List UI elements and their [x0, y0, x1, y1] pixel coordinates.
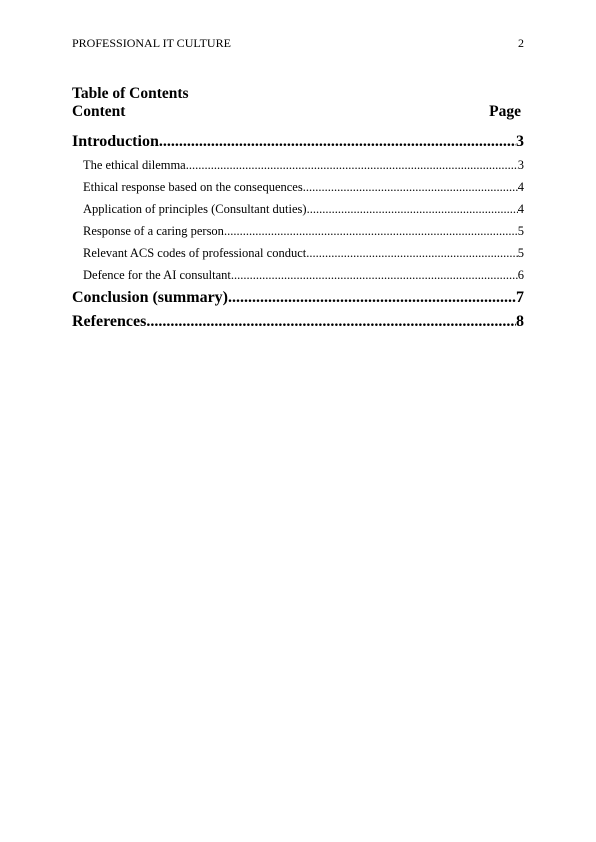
toc-entry-text: Application of principles (Consultant duties)	[83, 202, 307, 216]
dot-leader	[146, 310, 516, 334]
toc-entry-acs-codes[interactable]	[72, 242, 524, 264]
toc-entry-application-of-principles[interactable]	[72, 198, 524, 220]
toc-column-headers	[72, 103, 524, 121]
toc-entry-conclusion[interactable]	[72, 286, 524, 310]
toc-entry-page: 6	[517, 268, 524, 282]
toc-entry-introduction[interactable]	[72, 130, 524, 154]
toc-entry-references[interactable]	[72, 310, 524, 334]
page-number: 2	[518, 36, 524, 50]
toc-entry-page: 5	[517, 246, 524, 260]
toc-entry-page: 4	[517, 180, 524, 194]
toc-column-page: Page	[489, 103, 521, 120]
dot-leader	[303, 176, 518, 198]
toc-entry-page: 3	[516, 133, 524, 150]
toc-title: Table of Contents	[72, 85, 189, 102]
toc-entry-page: 4	[517, 202, 524, 216]
toc-entry-ethical-response[interactable]	[72, 176, 524, 198]
dot-leader	[306, 242, 518, 264]
running-header	[72, 36, 524, 51]
toc-entry-text: Ethical response based on the consequences	[83, 180, 303, 194]
dot-leader	[231, 264, 518, 286]
toc-entry-page: 3	[517, 158, 524, 172]
toc-entry-text: Relevant ACS codes of professional conduct	[83, 246, 307, 260]
toc-entry-defence[interactable]	[72, 264, 524, 286]
toc-entry-text: Conclusion (summary)	[72, 289, 229, 306]
toc-entry-text: The ethical dilemma	[83, 158, 186, 172]
toc-entry-page: 5	[517, 224, 524, 238]
dot-leader	[224, 220, 518, 242]
table-of-contents	[72, 85, 524, 334]
running-title: PROFESSIONAL IT CULTURE	[72, 36, 231, 50]
toc-column-content: Content	[72, 103, 126, 120]
toc-list	[72, 130, 524, 334]
dot-leader	[186, 154, 518, 176]
toc-entry-text: References	[72, 313, 147, 330]
dot-leader	[307, 198, 518, 220]
toc-entry-page: 8	[516, 313, 524, 330]
toc-entry-text: Response of a caring person	[83, 224, 224, 238]
toc-entry-caring-person[interactable]	[72, 220, 524, 242]
toc-entry-ethical-dilemma[interactable]	[72, 154, 524, 176]
dot-leader	[159, 130, 516, 154]
toc-entry-text: Introduction	[72, 133, 159, 150]
toc-entry-text: Defence for the AI consultant	[83, 268, 231, 282]
dot-leader	[228, 286, 516, 310]
toc-entry-page: 7	[516, 289, 524, 306]
